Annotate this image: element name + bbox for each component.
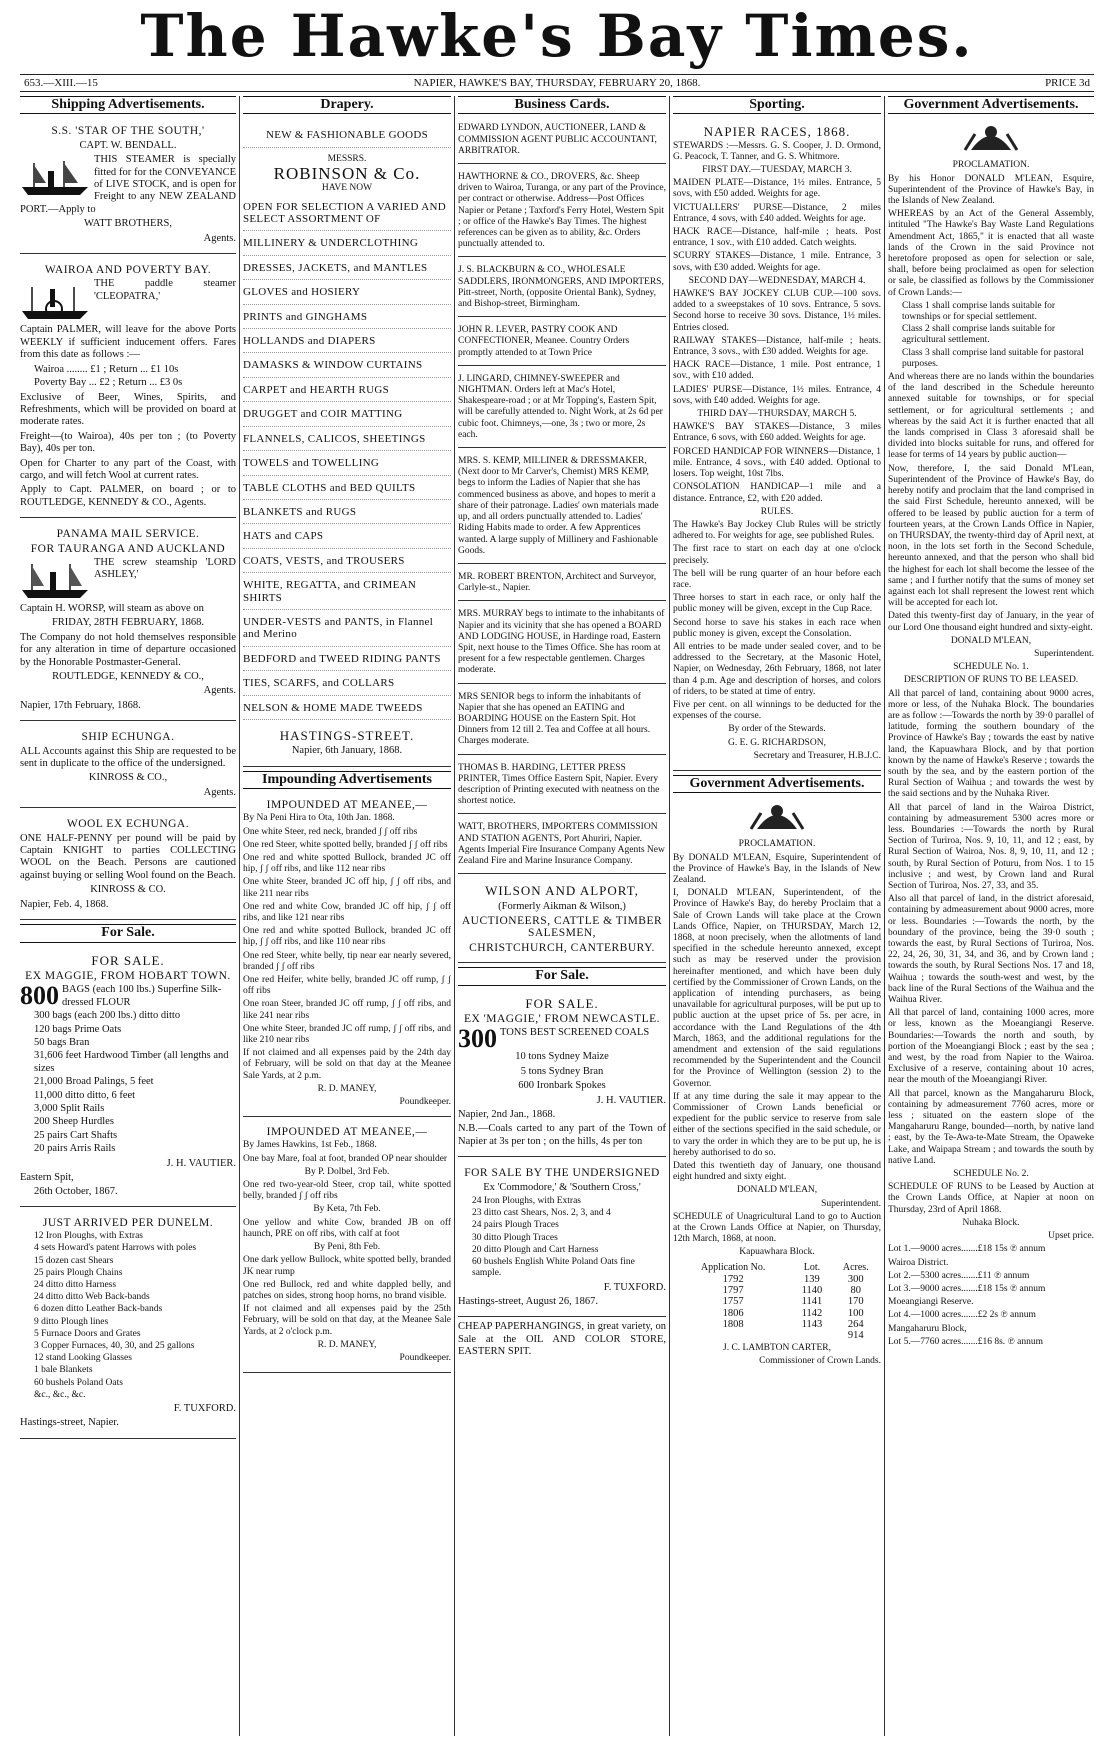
issue-number: 653.—XIII.—15 [24,77,98,89]
table-cell: 170 [847,1296,864,1308]
list-item: 24 Iron Ploughs, with Extras [472,1196,581,1207]
goods-item: WHITE, REGATTA, and CRIMEAN SHIRTS [243,579,451,610]
table-cell: 100 [847,1307,864,1319]
ad-wool-echunga: WOOL EX ECHUNGA. ONE HALF-PENNY per pound will be paid by Captain KNIGHT to parties COLLECTING WOOL on the Beach. Persons are cautioned against buying or selling Wool found on the Beach. KINROSS & CO. Napier, Feb. 4, 1868. [20,812,236,920]
race-entry: MAIDEN PLATE—Distance, 1½ miles. Entrance, 5 sovs, with £50 added. Weights for age. [673,178,881,200]
goods-item: CARPET and HEARTH RUGS [243,384,451,402]
royal-crest-icon [961,120,1021,154]
section-heading: Shipping Advertisements. [20,96,236,114]
goods-item: NELSON & HOME MADE TWEEDS [243,702,451,720]
royal-crest-icon [747,799,807,833]
ad-panama-mail: PANAMA MAIL SERVICE. FOR TAURANGA AND AUCKLAND THE screw steamship 'LORD ASHLEY,' Captain H. WORSP, will steam as above on FRIDAY, 28TH FEBRUARY, 1868. The Company do not hold themselves responsible for any alteration in time of departure occasioned by the Honorable Postmaster-General. ROUTLEDGE, KENNEDY & CO., Agents. Napier, 17th February, 1868. [20,522,236,721]
list-item: 24 ditto ditto Harness [34,1280,117,1291]
goods-item: UNDER-VESTS and PANTS, in Flannel and Merino [243,616,451,647]
column-drapery [243,96,451,1736]
table-cell: 1140 [801,1285,823,1297]
list-item: 5 Furnace Doors and Grates [34,1328,141,1339]
sale-item-list [20,1231,236,1401]
list-item: 12 Iron Ploughs, with Extras [34,1231,143,1242]
section-heading: Business Cards. [458,96,666,114]
rule-item: The bell will be rung quarter of an hour before each race. [673,568,881,590]
card-murray: MRS. MURRAY begs to intimate to the inhabitants of Napier and its vicinity that she has opened a BOARD AND LODGING HOUSE, in Hardinge road, Eastern Spit, next house to the Times Office. She has room at present for a few respectable gentlemen. Charges moderate. [458,605,666,683]
paddle-steamer-icon [20,281,90,321]
lot-item: Lot 1.—9000 acres.......£18 15s ℗ annum [888,1244,1046,1255]
list-item: 24 pairs Plough Traces [472,1220,559,1231]
column-rule [454,96,455,1736]
race-entry: CONSOLATION HANDICAP—1 mile and a distance. Entrance, £2, with £20 added. [673,482,881,504]
rule-item: Three horses to start in each race, or only half the public money will be given, except in the Cup Race. [673,593,881,615]
ad-impounded-1: IMPOUNDED AT MEANEE,— By Na Peni Hira to Ota, 10th Jan. 1868. One white Steer, red neck, branded ʃ ʃ off ribs One red Steer, white spotted belly, branded ʃ ʃ off ribs One red and white spotted Bullock, branded JC off hip, ʃ ʃ off ribs, and like 112 near ribs One white Steer, branded JC off hip, ʃ ʃ off ribs, and like 211 near ribs One red and white Cow, branded JC off hip, ʃ ʃ off ribs, and like 121 near ribs One red and white spotted Bullock, branded JC off hip, ʃ ʃ off ribs, and like 110 near ribs One red Steer, white belly, tip near ear nearly severed, branded ʃ ʃ off ribs One red Heifer, white belly, branded JC off rump, ʃ ʃ off ribs One roan Steer, branded JC off rump, ʃ ʃ off ribs, and like 241 near ribs One white Steer, branded JC off rump, ʃ ʃ off ribs, and like 210 near ribs If not claimed and all expenses paid by the 24th day of February, will be sold on that day at the Meanee Sale Yards, at 2 p.m. R. D. MANEY, Poundkeeper. [243,794,451,1117]
list-item: 60 bushels English White Poland Oats fine sample. [472,1257,635,1279]
screw-steamship-icon [20,560,90,600]
sale-item-list [20,1010,236,1155]
ad-dunelm: JUST ARRIVED PER DUNELM. 12 Iron Ploughs, with Extras 4 sets Howard's patent Harrows with poles 15 dozen cast Shears 25 pairs Plough Chains 24 ditto ditto Harness 24 ditto ditto Web Back-bands 6 dozen ditto Leather Back-bands 9 ditto Plough lines 5 Furnace Doors and Grates 3 Copper Furnaces, 40, 30, and 25 gallons 12 stand Looking Glasses 1 bale Blankets 60 bushels Poland Oats &c., &c., &c. F. TUXFORD. Hastings-street, Napier. [20,1211,236,1439]
impounded-animal: One red and white spotted Bullock, branded JC off hip, ʃ ʃ off ribs, and like 112 near ribs [243,853,451,875]
schedule-paragraph: All that parcel of land, containing about 9000 acres, more or less, of the Nuhaka Block. The boundaries are as follow :—Towards the north by 39·0 parallel of latitude, forming the southern boundary of the Province of Hawke's Bay ; towards the east by native land, the Kapuawhara Block, and by that portion known by the name of Hawke's Reserve ; towards the south by the sea, and by the eastern portion of the Rural Section of Waihua ; and towards the west by the said sections and by the Nuhaka River. [888,688,1094,800]
column-rule [239,96,240,1736]
goods-item: COATS, VESTS, and TROUSERS [243,555,451,573]
steamship-icon [20,157,90,197]
list-item: 24 ditto ditto Web Back-bands [34,1292,150,1303]
section-heading: Drapery. [243,96,451,114]
goods-item: BEDFORD and TWEED RIDING PANTS [243,653,451,671]
table-cell: 1806 [722,1307,744,1319]
card-wilson-alport: WILSON AND ALPORT, (Formerly Aikman & Wilson,) AUCTIONEERS, CATTLE & TIMBER SALESMEN, CHRISTCHURCH, CANTERBURY. [458,878,666,963]
ad-robinson: NEW & FASHIONABLE GOODS MESSRS. ROBINSON & Co. HAVE NOW OPEN FOR SELECTION A VARIED AND SELECT ASSORTMENT OF MILLINERY & UNDERCLOTHING DRESSES, JACKETS, and MANTLES GLOVES and HOSIERY PRINTS and GINGHAMS HOLLANDS and DIAPERS DAMASKS & WINDOW CURTAINS CARPET and HEARTH RUGS DRUGGET and COIR MATTING FLANNELS, CALICOS, SHEETINGS TOWELS and TOWELLING TABLE CLOTHS and BED QUILTS BLANKETS and RUGS HATS and CAPS COATS, VESTS, and TROUSERS WHITE, REGATTA, and CRIMEAN SHIRTS UNDER-VESTS and PANTS, in Flannel and Merino BEDFORD and TWEED RIDING PANTS TIES, SCARFS, and COLLARS NELSON & HOME MADE TWEEDS HASTINGS-STREET. Napier, 6th January, 1868. [243,119,451,766]
lot-item: Lot 5.—7760 acres.......£16 8s. ℗ annum [888,1336,1043,1347]
schedule-paragraph: All that parcel of land, containing 1000 acres, more or less, known as the Moeangiangi Reserve. Boundaries:—Towards the north and south, by portion of the Moeangiangi Block ; east by the sea ; and west, by the road from Napier to the Wairoa. Exclusive of a reserve, containing about 10 acres, near the mouth of the Moeangiangi River. [888,1008,1094,1086]
goods-item: MILLINERY & UNDERCLOTHING [243,237,451,255]
lot-item: Moeangiangi Reserve. [888,1297,974,1308]
column-rule [669,96,670,1736]
section-heading: Government Advertisements. [673,775,881,793]
column-business-cards [458,96,666,1736]
ad-coals: FOR SALE. EX 'MAGGIE,' FROM NEWCASTLE. 300 TONS BEST SCREENED COALS 10 tons Sydney Maize 5 tons Sydney Bran 600 Ironbark Spokes J. H. VAUTIER. Napier, 2nd Jan., 1868. N.B.—Coals carted to any part of the Town of Napier at 3s per ton ; on the hills, 4s per ton [458,991,666,1158]
impounded-animal: One red Steer, white belly, tip near ear nearly severed, branded ʃ ʃ off ribs [243,950,451,972]
goods-item: GLOVES and HOSIERY [243,286,451,304]
section-heading: Government Advertisements. [888,96,1094,114]
list-item: 4 sets Howard's patent Harrows with poles [34,1243,197,1254]
section-heading: Impounding Advertisements [243,771,451,789]
goods-item: DRUGGET and COIR MATTING [243,408,451,426]
list-item: 600 Ironbark Spokes [518,1080,606,1092]
race-entry: FORCED HANDICAP FOR WINNERS—Distance, 1 mile. Entrance, 4 sovs., with £40 added. Optional to losers. Top weight, 10st 7lbs. [673,446,881,480]
impounded-animal: One white Steer, red neck, branded ʃ ʃ off ribs [243,826,418,837]
list-item: 11,000 ditto ditto, 6 feet [34,1089,136,1101]
schedule-paragraph: All that parcel, known as the Mangaharuru Block, containing by admeasurement 7760 acres, more or less ; situated on the eastern slope of the Mangaharuru Range, bounded—north, by native land ; east, by the Te-Awa-te-Mate Stream, the Opaweke Lake, and Waipapa Stream ; and towards the south by native Land. [888,1088,1094,1166]
rule-item: Second horse to save his stakes in each race when public money is given, except the Consolation. [673,617,881,639]
table-cell: 300 [847,1273,864,1285]
impounded-animal: One white Steer, branded JC off rump, ʃ ʃ off ribs, and like 210 near ribs [243,1023,451,1046]
race-entry: RAILWAY STAKES—Distance, half-mile ; heats. Entrance, 3 sovs., with £30 added. Weights for age. [673,335,881,358]
list-item: 200 Sheep Hurdles [34,1116,114,1128]
list-item: 6 dozen ditto Leather Back-bands [34,1304,163,1315]
table-cell: 264 [847,1318,864,1330]
table-cell: 1141 [801,1296,823,1308]
table-cell: 1142 [801,1307,823,1319]
list-item: 120 bags Prime Oats [34,1023,122,1035]
list-item: 25 pairs Plough Chains [34,1267,123,1278]
table-cell: 139 [804,1273,820,1285]
card-blackburn: J. S. BLACKBURN & CO., WHOLESALE SADDLERS, IRONMONGERS, AND IMPORTERS, Pitt-street, North, (opposite Oriental Bank), Sydney, and Bishop-street, Birmingham. [458,261,666,317]
newspaper-title: The Hawke's Bay Times. [140,2,974,70]
lot-item: Wairoa District. [888,1257,949,1268]
land-schedule-table: Application No. Lot. Acres. 1792 139 300 1797 1140 80 1757 1141 170 1806 1142 100 1808 1143 264 914 [673,1261,881,1341]
column-rule [884,96,885,1736]
list-item: 20 pairs Arris Rails [34,1143,116,1155]
race-entry: HACK RACE—Distance, 1 mile. Post entrance, 1 sov., with £10 added. [673,360,881,382]
goods-item: DAMASKS & WINDOW CURTAINS [243,359,451,377]
column-sporting [673,96,881,1736]
list-item: 25 pairs Cart Shafts [34,1129,118,1141]
ad-tuxford: FOR SALE BY THE UNDERSIGNED Ex 'Commodore,' & 'Southern Cross,' 24 Iron Ploughs, with Extras 23 ditto cast Shears, Nos. 2, 3, and 4 24 pairs Plough Traces 30 ditto Plough Traces 20 ditto Plough and Cart Harness 60 bushels English White Poland Oats fine sample. F. TUXFORD. Hastings-street, August 26, 1867. [458,1161,666,1317]
dateline: NAPIER, HAWKE'S BAY, THURSDAY, FEBRUARY 20, 1868. [413,77,701,89]
card-brenton: MR. ROBERT BRENTON, Architect and Surveyor, Carlyle-st., Napier. [458,568,666,601]
section-heading: For Sale. [20,924,236,942]
table-cell: 1143 [801,1318,823,1330]
card-lyndon: EDWARD LYNDON, AUCTIONEER, LAND & COMMISSION AGENT PUBLIC ACCOUNTANT, ARBITRATOR. [458,119,666,164]
list-item: 10 tons Sydney Maize [515,1051,609,1063]
column-shipping [20,96,236,1736]
card-lingard: J. LINGARD, CHIMNEY-SWEEPER and NIGHTMAN. Orders left at Mac's Hotel, Shakespeare-road ; or at Mr Topping's, Eastern Spit, will be carefully attended to. Night Work, at 2s 6d per cubic foot. Chimneys,—one, 3s ; two or more, 2s each. [458,370,666,448]
table-row [673,1285,881,1296]
rule-item: The Hawke's Bay Jockey Club Rules will be strictly adhered to. For weights for age, see published Rules. [673,519,881,542]
ad-for-sale-maggie: FOR SALE. EX MAGGIE, FROM HOBART TOWN. 800 BAGS (each 100 lbs.) Superfine Silk-dressed FLOUR 300 bags (each 200 lbs.) ditto ditto 120 bags Prime Oats 50 bags Bran 31,606 feet Hardwood Timber (all lengths and sizes 21,000 Broad Palings, 5 feet 11,000 ditto ditto, 6 feet 3,000 Split Rails 200 Sheep Hurdles 25 pairs Cart Shafts 20 pairs Arris Rails J. H. VAUTIER. Eastern Spit, 26th October, 1867. [20,948,236,1207]
race-entry: VICTUALLERS' PURSE—Distance, 2 miles Entrance, 4 sovs, with £40 added. Weights for age. [673,202,881,224]
goods-item: DRESSES, JACKETS, and MANTLES [243,262,451,280]
impounded-animal: One roan Steer, branded JC off rump, ʃ ʃ off ribs, and like 241 near ribs [243,999,451,1021]
section-heading: For Sale. [458,967,666,985]
list-item: 9 ditto Plough lines [34,1316,109,1327]
impounded-animal: One red and white spotted Bullock, branded JC off hip, ʃ ʃ off ribs, and like 110 near ribs [243,926,451,948]
impounded-animal: One white Steer, branded JC off hip, ʃ ʃ off ribs, and like 211 near ribs [243,877,451,899]
list-item: 15 dozen cast Shears [34,1255,114,1266]
list-item: 60 bushels Poland Oats [34,1377,123,1388]
card-kemp: MRS. S. KEMP, MILLINER & DRESSMAKER, (Next door to Mr Carver's, Chemist) MRS KEMP, begs to inform the Ladies of Napier that she has commenced business as above, and hopes to merit a share of their patronage. Ladies' own materials made up, and all orders punctually attended to. Ladies' Riding Habits made to order. A few Apprentices wanted. A large supply of Millinery and Fashionable Goods. [458,452,666,564]
race-entry: HAWKE'S BAY JOCKEY CLUB CUP.—100 sovs. added to a sweepstakes of 10 sovs. Entrance, 5 sovs. Second horse to receive 30 sovs. Distance, 1½ miles. Entries closed. [673,289,881,333]
firm-name: ROBINSON & Co. [273,164,421,184]
goods-item: HATS and CAPS [243,530,451,548]
goods-item: BLANKETS and RUGS [243,506,451,524]
card-watt: WATT, BROTHERS, IMPORTERS COMMISSION AND STATION AGENTS, Port Ahuriri, Napier. Agents Imperial Fire Insurance Company Agents New Zealand Fire and Marine Insurance Company. [458,818,666,874]
goods-item: PRINTS and GINGHAMS [243,311,451,329]
rule-item: Five per cent. on all winnings to be deducted for the expenses of the course. [673,699,881,722]
lot-item: Mangaharuru Block, [888,1323,967,1334]
impounded-animal: One red Heifer, white belly, branded JC off rump, ʃ ʃ off ribs [243,975,451,997]
table-cell: 1792 [722,1273,744,1285]
schedule-paragraph: Also all that parcel of land, in the district aforesaid, containing by admeasurement about 9000 acres, more or less. Boundaries :—Towards the north, by the boundary of the province, being the 39·0 south ; towards the east, by Rural Sections of Turiroa, Nos. 22, 24, 26, 30, 31, 34, and 36, and by Crown land ; towards the south, by Rural Sections Nos. 17 and 18, Waihua ; towards the south-west and west, by the back line of the Rural Sections of the Waihua and the Waihua River. [888,894,1094,1006]
goods-item: TIES, SCARFS, and COLLARS [243,677,451,695]
table-row [673,1319,881,1330]
price: PRICE 3d [1045,77,1090,89]
acres-total: 914 [847,1329,864,1341]
impounded-animal: One red Steer, white spotted belly, branded ʃ ʃ off ribs [243,839,448,850]
list-item: 12 stand Looking Glasses [34,1353,132,1364]
lot-item: Lot 4.—1000 acres.......£2 2s ℗ annum [888,1310,1036,1321]
list-item: 5 tons Sydney Bran [520,1065,604,1077]
list-item: 30 ditto Plough Traces [472,1232,558,1243]
list-item: 3,000 Split Rails [34,1102,105,1114]
ad-ship-echunga: SHIP ECHUNGA. ALL Accounts against this Ship are requested to be sent in duplicate to the office of the undersigned. KINROSS & CO., Agents. [20,725,236,808]
section-heading: Sporting. [673,96,881,114]
ad-paperhangings: CHEAP PAPERHANGINGS, in great variety, on Sale at the OIL AND COLOR STORE, EASTERN SPIT. [458,1321,666,1358]
ad-impounded-2: IMPOUNDED AT MEANEE,— By James Hawkins, 1st Feb., 1868. One bay Mare, foal at foot, branded OP near shoulder By P. Dolbel, 3rd Feb. One red two-year-old Steer, crop tail, white spotted belly, branded ʃ ʃ off ribs By Keta, 7th Feb. One yellow and white Cow, branded JB on off haunch, PRE on off ribs, with calf at foot By Peni, 8th Feb. One dark yellow Bullock, white spotted belly, branded JK near rump One red Bullock, red and white dappled belly, and patches on sides, strong hoop horns, no brand visible. If not claimed and all expenses paid by the 25th February, will be sold on that day, at the Meanee Sale Yards, at 2 o'clock p.m. R. D. MANEY, Poundkeeper. [243,1121,451,1373]
goods-list [243,237,451,720]
lot-item: Lot 3.—9000 acres.......£18 15s ℗ annum [888,1283,1046,1294]
table-cell: 80 [850,1285,862,1297]
list-item: 23 ditto cast Shears, Nos. 2, 3, and 4 [472,1208,611,1219]
table-row [673,1308,881,1319]
column-government [888,96,1094,1736]
goods-item: HOLLANDS and DIAPERS [243,335,451,353]
goods-item: FLANNELS, CALICOS, SHEETINGS [243,433,451,451]
race-entry: HAWKE'S BAY STAKES—Distance, 3 miles Entrance, 6 sovs, with £60 added. Weights for age. [673,422,881,444]
ad-wairoa: WAIROA AND POVERTY BAY. THE paddle steamer 'CLEOPATRA,' Captain PALMER, will leave for the above Ports WEEKLY if sufficient inducement offers. Fares from this date as follows :— Wairoa ........ £1 ; Return ... £1 10s Poverty Bay ... £2 ; Return ... £3 0s Exclusive of Beer, Wines, Spirits, and Refreshments, which will be provided on board at moderate rates. Freight—(to Wairoa), 40s per ton ; (to Poverty Bay), 40s per ton. Open for Charter to any part of the Coast, with cargo, and will fetch Wool at current rates. Apply to Capt. PALMER, on board ; or to ROUTLEDGE, KENNEDY & CO., Agents. [20,258,236,518]
impounded-animal: One red and white Cow, branded JC off hip, ʃ ʃ off ribs, and like 121 near ribs [243,901,451,924]
ad-proclamation-sale: PROCLAMATION. By DONALD M'LEAN, Esquire, Superintendent of the Province of Hawke's Bay, in the Islands of New Zealand. I, DONALD M'LEAN, Superintendent, of the Province of Hawke's Bay, do hereby Proclaim that a Sale of Crown Lands will take place at the Crown Lands Office, Napier, on THURSDAY, March 12, 1868, at noon precisely, when the allotments of land specified in the schedule hereunto annexed, except such as may be reserved under the provision hereinafter mentioned, and which have been duly certified by the Commissioner of Crown Lands, on the application of intending purchasers, as being unavailable for agricultural purposes, will be put up to public auction at the upset price of 5s. per acre, in accordance with the Land Regulations of the 4th March, 1863, and the additional regulations for the amendment and extension of the said regulations recommended by the Superintendent and the Council for the Province of Wellington (session 2) to the Governor. If at any time during the sale it may appear to the Commissioner of Crown Lands beneficial or expedient for the public service to reserve from sale either of the sections specified in the said schedule, or to vary the order in which they are to be put up, he is hereby authorised to do so. Dated this twentieth day of January, one thousand eight hundred and sixty eight. DONALD M'LEAN, Superintendent. SCHEDULE of Unagricultural Land to go to Auction at the Crown Lands Office at Napier, on Thursday, 12th March, 1868, at noon. Kapuawhara Block. Application No. Lot. Acres. 1792 139 300 1797 1140 80 1757 1141 170 1806 1142 100 1808 1143 264 914 J. C. LAMBTON CARTER, Commissioner of Crown Lands. [673,799,881,1367]
list-item: 21,000 Broad Palings, 5 feet [34,1076,154,1088]
race-entry: HACK RACE—Distance, half-mile ; heats. Post entrance, 1 sov., with £10 added. Catch weights. [673,227,881,249]
lot-item: Lot 2.—5300 acres.......£11 ℗ annum [888,1270,1030,1281]
dateline-bar [20,74,1094,92]
table-cell: 1797 [722,1285,744,1297]
masthead [0,0,1114,72]
table-row [673,1274,881,1285]
list-item: 3 Copper Furnaces, 40, 30, and 25 gallons [34,1341,195,1352]
list-item: 50 bags Bran [34,1036,90,1048]
table-row [673,1296,881,1307]
list-item: &c., &c., &c. [34,1389,86,1400]
goods-item: TABLE CLOTHS and BED QUILTS [243,482,451,500]
ad-proclamation-runs: PROCLAMATION. By his Honor DONALD M'LEAN, Esquire, Superintendent of the Province of Hawke's Bay, in the Islands of New Zealand. WHEREAS by an Act of the General Assembly, intituled "The Hawke's Bay Waste Land Regulations Amendment Act, 1865," it is enacted that all waste lands of the Crown in the said Province not heretofore proposed as open for selection or sale, shall, before being proclaimed as open for selection or sale, be classified as follows by the Commissioner of Crown Lands:— Class 1 shall comprise lands suitable for townships or for special settlement. Class 2 shall comprise lands suitable for agricultural settlement. Class 3 shall comprise land suitable for pastoral purposes. And whereas there are no lands within the boundaries of the land described in the Schedule hereunto annexed suitable for townships, or for special settlement, or for agricultural settlements ; and whereas by the said Act it is further enacted that all the lands comprised in Class 3 aforesaid shall be divided into blocks suitable for runs, and offered for lease for terms of 14 years by public auction— Now, therefore, I, the said Donald M'Lean, Superintendent of the Province of Hawke's Bay, do hereby notify and proclaim that the land comprised in the said First Schedule, hereunto annexed, will be offered to be leased by public auction for a term of fourteen years, at the Crown Lands Office in Napier, on THURSDAY, the twenty-third day of April next, at noon, in the lots set forth in the Second Schedule, hereunto annexed, and that the person who shall bid the highest for each lot shall become the lessee of the same ; and I further notify that the sums of money set against each lot shall represent the lowest rent which will be accepted for each lot. Dated this twenty-first day of January, in the year of our Lord One thousand eight hundred and sixty-eight. DONALD M'LEAN, Superintendent. SCHEDULE No. 1. DESCRIPTION OF RUNS TO BE LEASED. All that parcel of land, containing about 9000 acres, more or less, of the Nuhaka Block. The boundaries are as follow :—Towards the north by 39·0 parallel of latitude, forming the southern boundary of the Province of Hawke's Bay ; towards the east by native land, the Kapuawhara Block, and by that portion known by the name of Hawke's Reserve ; towards the south by the sea, and by the eastern portion of the Rural Section of Waihua ; and towards the west by the said sections and by the Nuhaka River. All that parcel of land in the Wairoa District, containing by admeasurement 5300 acres more or less. Boundaries :—Towards the north by Rural Section of Turiroa, Nos. 9, 10, 11, and 12 ; east, by Rural Section of Wairoa, Nos. 8, 9, 10, 11, and 12 ; south, by Rural Section of Poturu, from Nos. 1 to 15 inclusive ; and west, by Crown land and Rural Section of Turiroa, Nos. 27, 33, and 35. Also all that parcel of land, in the district aforesaid, containing by admeasurement about 9000 acres, more or less. Boundaries :—Towards the north, by the boundary of the province, being the 39·0 south ; towards the east, by Rural Sections of Turiroa, Nos. 22, 24, 26, 30, 31, 34, and 36, and by Crown land ; towards the south, by Rural Sections Nos. 17 and 18, Waihua ; towards the south-west and west, by the back line of the Rural Sections of the Waihua and the Waihua River. All that parcel of land, containing 1000 acres, more or less, known as the Moeangiangi Reserve. Boundaries:—Towards the north and south, by portion of the Moeangiangi Block ; east by the sea ; and west, by the road from Napier to the Wairoa. Exclusive of a reserve, containing about 10 acres, near the mouth of the Moeangiangi River. All that parcel, known as the Mangaharuru Block, containing by admeasurement 7760 acres, more or less ; situated on the eastern slope of the Mangaharuru Range, bounded—north, by native land ; east, by the Te-Awa-te-Mate Stream, the Opaweke Lake, and Waipapa Stream ; and towards the south by native Land. SCHEDULE No. 2. SCHEDULE OF RUNS to be Leased by Auction at the Crown Lands Office, at Napier at noon on Thursday, 23rd of April 1868. Nuhaka Block. Upset price. Lot 1.—9000 acres.......£18 15s ℗ annum Wairoa District. Lot 2.—5300 acres.......£11 ℗ annum Lot 3.—9000 acres.......£18 15s ℗ annum Moeangiangi Reserve. Lot 4.—1000 acres.......£2 2s ℗ annum Mangaharuru Block, Lot 5.—7760 acres.......£16 8s. ℗ annum [888,120,1094,1348]
list-item: 31,606 feet Hardwood Timber (all lengths and sizes [34,1050,229,1074]
rule-item: The first race to start on each day at one o'clock precisely. [673,544,881,566]
card-harding: THOMAS B. HARDING, LETTER PRESS PRINTER, Times Office Eastern Spit, Napier. Every description of Printing executed with neatness on the shortest notice. [458,759,666,815]
card-lever: JOHN R. LEVER, PASTRY COOK AND CONFECTIONER, Meanee. Country Orders promptly attended to at Town Price [458,321,666,366]
ad-star-of-south: S.S. 'STAR OF THE SOUTH,' CAPT. W. BENDALL. THIS STEAMER is specially fitted for for the CONVEYANCE of LIVE STOCK, and is open for Freight to any NEW ZEALAND PORT.—Apply to WATT BROTHERS, Agents. [20,119,236,254]
list-item: 1 bale Blankets [34,1365,93,1376]
ad-napier-races: NAPIER RACES, 1868. STEWARDS :—Messrs. G. S. Cooper, J. D. Ormond, G. Peacock, T. Tanner, and G. S. Whitmore. FIRST DAY.—TUESDAY, MARCH 3. MAIDEN PLATE—Distance, 1½ miles. Entrance, 5 sovs, with £50 added. Weights for age. VICTUALLERS' PURSE—Distance, 2 miles Entrance, 4 sovs, with £40 added. Weights for age. HACK RACE—Distance, half-mile ; heats. Post entrance, 1 sov., with £10 added. Catch weights. SCURRY STAKES—Distance, 1 mile. Entrance, 3 sovs, with £30 added. Weights for age. SECOND DAY—WEDNESDAY, MARCH 4. HAWKE'S BAY JOCKEY CLUB CUP.—100 sovs. added to a sweepstakes of 10 sovs. Entrance, 5 sovs. Second horse to receive 30 sovs. Distance, 1½ miles. Entries closed. RAILWAY STAKES—Distance, half-mile ; heats. Entrance, 3 sovs., with £30 added. Weights for age. HACK RACE—Distance, 1 mile. Post entrance, 1 sov., with £10 added. LADIES' PURSE—Distance, 1½ miles. Entrance, 4 sovs, with £40 added. Weights for age. THIRD DAY—THURSDAY, MARCH 5. HAWKE'S BAY STAKES—Distance, 3 miles Entrance, 6 sovs, with £60 added. Weights for age. FORCED HANDICAP FOR WINNERS—Distance, 1 mile. Entrance, 4 sovs., with £40 added. Optional to losers. Top weight, 10st 7lbs. CONSOLATION HANDICAP—1 mile and a distance. Entrance, £2, with £20 added. RULES. The Hawke's Bay Jockey Club Rules will be strictly adhered to. For weights for age, see published Rules. The first race to start on each day at one o'clock precisely. The bell will be rung quarter of an hour before each race. Three horses to start in each race, or only half the public money will be given, except in the Cup Race. Second horse to save his stakes in each race when public money is given, except the Consolation. All entries to be made under sealed cover, and to be addressed to the Secretary, at the Masonic Hotel, Napier, on Wednesday, 26th February, 1868, not later than 4 p.m. Age and description of horses, and colors of riders, to be stated at time of entry. Five per cent. on all winnings to be deducted for the expenses of the course. By order of the Stewards. G. E. G. RICHARDSON, Secretary and Treasurer, H.B.J.C. [673,119,881,771]
card-senior: MRS SENIOR begs to inform the inhabitants of Napier that she has opened an EATING and BOARDING HOUSE on the Eastern Spit. Hot Dinners from 12 till 2. Tea and Coffee at all hours. Charges moderate. [458,688,666,755]
list-item: 20 ditto Plough and Cart Harness [472,1244,599,1255]
table-cell: 1757 [722,1296,744,1308]
card-hawthorne: HAWTHORNE & CO., DROVERS, &c. Sheep driven to Wairoa, Turanga, or any part of the Province, per contract or otherwise. Address—Post Offices Napier or Petane ; Taxford's Ferry Hotel, Western Spit ; or office of the Hawke's Bay Times. The highest references can be given as to ability, &c. Orders punctually attended to. [458,168,666,257]
rule-item: All entries to be made under sealed cover, and to be addressed to the Secretary, at the Masonic Hotel, Napier, on Wednesday, 26th February, 1868, not later than 4 p.m. Age and description of horses, and colors of riders, to be stated at time of entry. [673,641,881,697]
table-cell: 1808 [722,1318,744,1330]
race-entry: LADIES' PURSE—Distance, 1½ miles. Entrance, 4 sovs, with £40 added. Weights for age. [673,384,881,406]
list-item: 300 bags (each 200 lbs.) ditto ditto [34,1010,181,1022]
race-entry: SCURRY STAKES—Distance, 1 mile. Entrance, 3 sovs, with £30 added. Weights for age. [673,251,881,273]
goods-item: TOWELS and TOWELLING [243,457,451,475]
schedule-paragraph: All that parcel of land in the Wairoa District, containing by admeasurement 5300 acres more or less. Boundaries :—Towards the north by Rural Section of Turiroa, Nos. 9, 10, 11, and 12 ; east, by Rural Section of Wairoa, Nos. 8, 9, 10, 11, and 12 ; south, by Rural Section of Poturu, from Nos. 1 to 15 inclusive ; and west, by Crown land and Rural Section of Turiroa, Nos. 27, 33, and 35. [888,802,1094,891]
